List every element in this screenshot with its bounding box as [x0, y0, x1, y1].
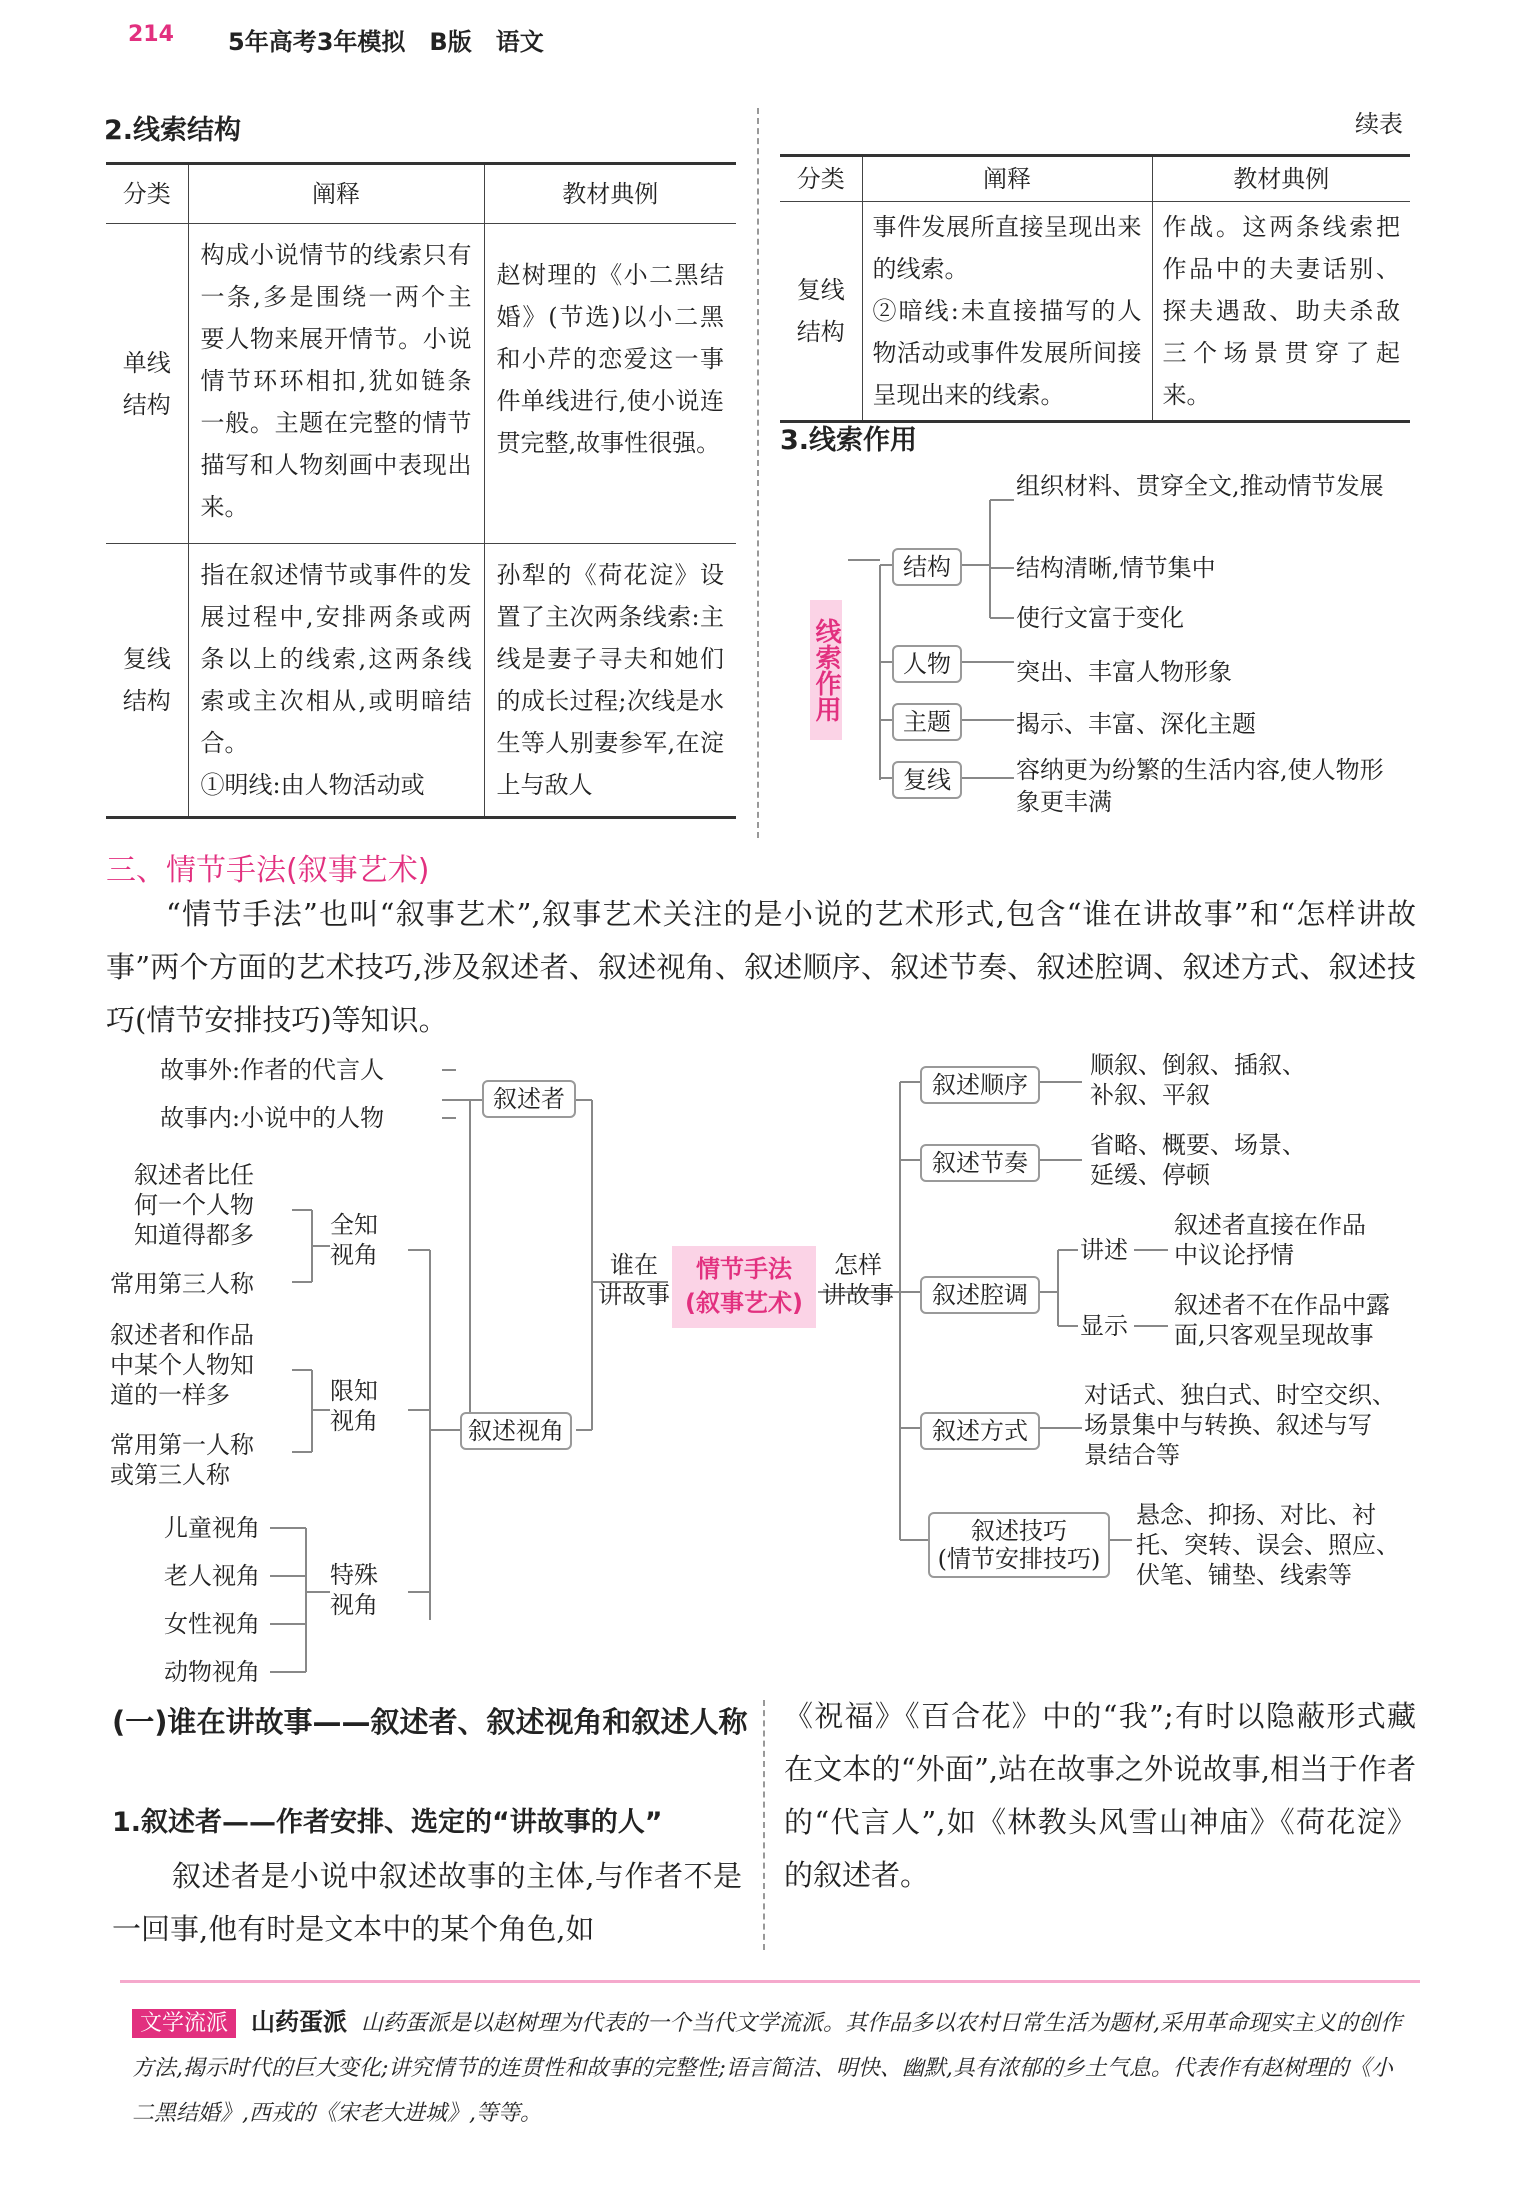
footer-name: 山药蛋派 [251, 2008, 348, 2036]
footer-tag: 文学流派 [132, 2009, 236, 2038]
row-example: 作战。这两条线索把作品中的夫妻话别、探夫遇敌、助夫杀敌三个场景贯穿了起来。 [1152, 202, 1410, 422]
limited-node: 限知 视角 [330, 1377, 378, 1435]
limited-item: 常用第一人称 或第三人称 [110, 1431, 254, 1489]
column-header: 分类 [780, 156, 862, 202]
footer-note [132, 2000, 1412, 2136]
paragraph-left: 叙述者是小说中叙述故事的主体,与作者不是一回事,他有时是文本中的某个角色,如 [112, 1859, 742, 1946]
paragraph-right: 《祝福》《百合花》中的“我”;有时以隐蔽形式藏在文本的“外面”,站在故事之外说故事,相当于作者的“代言人”,如《林教头风雪山神庙》《荷花淀》的叙述者。 [784, 1699, 1416, 1892]
book-title: 5年高考3年模拟 B版 语文 [228, 28, 544, 56]
mode-node: 叙述方式 [920, 1412, 1040, 1450]
omniscient-item: 叙述者比任 何一个人物 知道得都多 [134, 1161, 254, 1249]
special-node: 特殊 视角 [330, 1561, 378, 1619]
tone-sub-desc: 叙述者不在作品中露 面,只客观呈现故事 [1174, 1291, 1390, 1349]
special-item: 女性视角 [164, 1610, 260, 1638]
narrator-item: 故事内:小说中的人物 [160, 1104, 385, 1132]
footer-text: 山药蛋派是以赵树理为代表的一个当代文学流派。其作品多以农村日常生活为题材,采用革命现实主义的创作方法,揭示时代的巨大变化;讲究情节的连贯性和故事的完整性;语言简洁、明快、幽默,具有浓郁的乡土气息。代表作有赵树理的《小二黑结婚》,西戎的《宋老大进城》,等等。 [132, 2011, 1403, 2126]
rhythm-node: 叙述节奏 [920, 1144, 1040, 1182]
branch-item: 结构清晰,情节集中 [1016, 554, 1216, 582]
branch-structure: 结构 [892, 548, 962, 586]
omniscient-item: 常用第三人称 [110, 1270, 254, 1298]
branch-item: 组织材料、贯穿全文,推动情节发展 [1016, 472, 1384, 500]
row-explanation: 指在叙述情节或事件的发展过程中,安排两条或两条以上的线索,这两条线索或主次相从,或明暗结合。 ①明线:由人物活动或 [188, 544, 484, 818]
branch-theme: 主题 [892, 703, 962, 741]
perspective-node: 叙述视角 [460, 1412, 572, 1450]
column-header: 阐释 [188, 164, 484, 224]
branch-item: 容纳更为纷繁的生活内容,使人物形象更丰满 [1016, 756, 1384, 816]
section-title-clue-structure: 2.线索结构 [104, 115, 242, 146]
column-divider [763, 1700, 765, 1950]
column-header: 阐释 [862, 156, 1152, 202]
row-explanation: 事件发展所直接呈现出来的线索。 ②暗线:未直接描写的人物活动或事件发展所间接呈现出来的线索。 [862, 202, 1152, 422]
item-title: 1.叙述者——作者安排、选定的“讲故事的人” [112, 1807, 663, 1838]
special-item: 老人视角 [164, 1562, 260, 1590]
footer-rule [120, 1980, 1420, 1983]
special-item: 儿童视角 [164, 1514, 260, 1542]
row-category: 单线 结构 [106, 224, 188, 544]
branch-item: 揭示、丰富、深化主题 [1016, 710, 1256, 738]
page-number: 214 [128, 22, 174, 47]
subsection-heading: (一)谁在讲故事——叙述者、叙述视角和叙述人称 [112, 1705, 748, 1739]
omniscient-node: 全知 视角 [330, 1211, 378, 1269]
limited-item: 叙述者和作品 中某个人物知 道的一样多 [110, 1321, 254, 1409]
column-header: 分类 [106, 164, 188, 224]
row-example: 孙犁的《荷花淀》设置了主次两条线索:主线是妻子寻夫和她们的成长过程;次线是水生等人别妻参军,在淀上与敌人 [484, 544, 736, 818]
part-heading: 三、情节手法(叙事艺术) [106, 853, 430, 888]
who-tells-link: 谁在 讲故事 [598, 1251, 670, 1309]
column-header: 教材典例 [1152, 156, 1410, 202]
branch-item: 使行文富于变化 [1016, 604, 1184, 632]
column-header: 教材典例 [484, 164, 736, 224]
row-category: 复线 结构 [780, 202, 862, 422]
tone-node: 叙述腔调 [920, 1276, 1040, 1314]
narrator-item: 故事外:作者的代言人 [160, 1056, 385, 1084]
row-category: 复线 结构 [106, 544, 188, 818]
tone-sub-desc: 叙述者直接在作品 中议论抒情 [1174, 1211, 1366, 1269]
tone-sub-label: 显示 [1080, 1312, 1128, 1340]
tone-sub-label: 讲述 [1080, 1236, 1128, 1264]
order-node: 叙述顺序 [920, 1066, 1040, 1104]
branch-item: 突出、丰富人物形象 [1016, 658, 1232, 686]
rhythm-desc: 省略、概要、场景、 延缓、停顿 [1090, 1131, 1306, 1189]
special-item: 动物视角 [164, 1658, 260, 1686]
technique-desc: 悬念、抑扬、对比、衬 托、突转、误会、照应、 伏笔、铺垫、线索等 [1136, 1501, 1400, 1589]
mindmap-center: 情节手法 (叙事艺术) [672, 1246, 816, 1328]
continued-label: 续表 [1355, 110, 1403, 138]
how-tells-link: 怎样 讲故事 [822, 1251, 894, 1309]
order-desc: 顺叙、倒叙、插叙、 补叙、平叙 [1090, 1051, 1306, 1109]
clue-function-root: 线索作用 [810, 600, 842, 740]
row-example: 赵树理的《小二黑结婚》(节选)以小二黑和小芹的恋爱这一事件单线进行,使小说连贯完整,故事性很强。 [484, 224, 736, 544]
row-explanation: 构成小说情节的线索只有一条,多是围绕一两个主要人物来展开情节。小说情节环环相扣,犹如链条一般。主题在完整的情节描写和人物刻画中表现出来。 [188, 224, 484, 544]
part-intro: “情节手法”也叫“叙事艺术”,叙事艺术关注的是小说的艺术形式,包含“谁在讲故事”和“怎样讲故事”两个方面的艺术技巧,涉及叙述者、叙述视角、叙述顺序、叙述节奏、叙述腔调、叙述方式、叙述技巧(情节安排技巧)等知识。 [106, 897, 1416, 1037]
branch-character: 人物 [892, 645, 962, 683]
technique-node: 叙述技巧 (情节安排技巧) [928, 1512, 1110, 1578]
mode-desc: 对话式、独白式、时空交织、 场景集中与转换、叙述与写 景结合等 [1084, 1381, 1396, 1469]
section-title-clue-function: 3.线索作用 [780, 425, 918, 456]
branch-double-line: 复线 [892, 761, 962, 799]
narrator-node: 叙述者 [482, 1080, 576, 1118]
